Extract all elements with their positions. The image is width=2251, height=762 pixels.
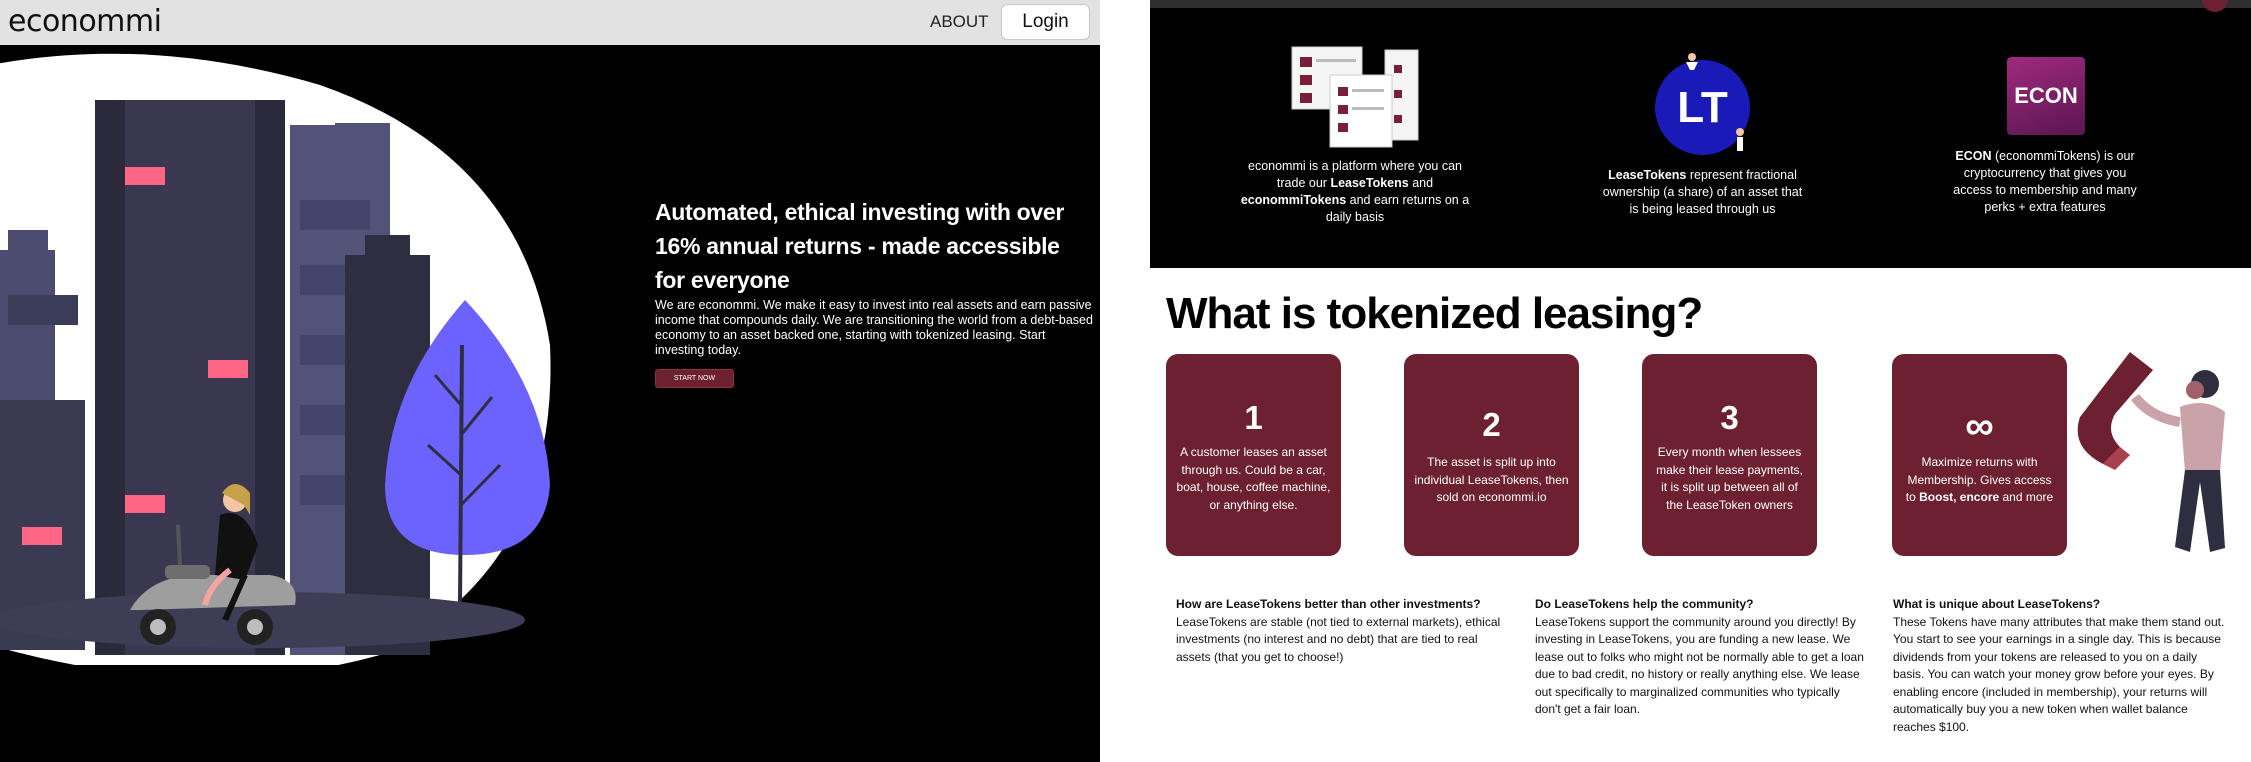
faq-better-investments [1176,596,1506,666]
step-card-3 [1642,354,1817,556]
feature-leasetokens-text: LeaseTokens represent fractional ownership (a share) of an asset that is being leased through us [1602,168,1803,216]
start-now-button[interactable]: START NOW [655,369,734,388]
step-card-infinity [1892,354,2067,556]
step-card-2 [1404,354,1579,556]
faq-unique [1893,596,2228,736]
navbar [0,0,1100,45]
city-scooter-illustration [0,45,560,665]
step-text: A customer leases an asset through us. Could be a car, boat, house, coffee machine, or anything else. [1176,445,1331,512]
person-with-magnet-illustration [2075,352,2245,572]
step-text: Maximize returns with Membership. Gives access to Boost, encore and more [1905,455,2054,504]
features-band [1150,0,2251,268]
hero-headline: Automated, ethical investing with over 16% annual returns - made accessible for everyone [655,199,1065,293]
step-text: The asset is split up into individual LeaseTokens, then sold on econommi.io [1414,455,1569,504]
faq-question: What is unique about LeaseTokens? [1893,597,2101,611]
feature-platform-text: econommi is a platform where you can trade our LeaseTokens and econommiTokens and earn returns on a daily basis [1240,159,1470,224]
step-number: 1 [1244,399,1263,436]
step-text: Every month when lessees make their lease payments, it is split up between all of the LeaseToken owners [1656,445,1803,512]
faq-answer: LeaseTokens support the community around you directly! By investing in LeaseTokens, you are funding a new lease. We lease out to folks who might not be normally able to get a loan due to bad credit, no history or really anything else. We lease out specifically to marginalized communities who typically don't get a fair loan. [1535,614,1864,716]
info-page [1150,0,2251,762]
corner-badge[interactable] [2202,0,2228,12]
step-number: 3 [1720,399,1739,436]
faq-answer: These Tokens have many attributes that make them stand out. You start to see your earnings in a single day. This is because dividends from your tokens are released to you on a daily basis. You can watch your money grow before your eyes. By enabling encore (included in membership), your returns will automatically buy you a new token when wallet balance reaches $100. [1893,614,2225,734]
feature-econ-text: ECON (econommiTokens) is our cryptocurrency that gives you access to membership and many perks + extra features [1953,149,2137,214]
step-card-1 [1166,354,1341,556]
faq-question: Do LeaseTokens help the community? [1535,597,1754,611]
landing-page [0,0,1100,762]
leasetoken-logo-icon: LT [1655,60,1750,155]
step-number: 2 [1482,406,1501,443]
hero-description: We are econommi. We make it easy to invest into real assets and earn passive income that compounds daily. We are transitioning the world from a debt-based economy to an asset backed one, starting with tokenized leasing. Start investing today. [655,298,1093,357]
people-figures-icon [1678,52,1758,157]
nav-about-link[interactable]: ABOUT [930,12,989,31]
login-button[interactable]: Login [1001,4,1090,40]
step-number: ∞ [1965,404,1994,448]
econ-token-icon: ECON [2007,57,2085,135]
section-title: What is tokenized leasing? [1166,289,1703,338]
faq-answer: LeaseTokens are stable (not tied to external markets), ethical investments (no interest and no debt) that are tied to real assets (that you get to choose!) [1176,614,1501,664]
site-logo[interactable]: econommi [8,4,162,39]
platform-screens-icon [1290,45,1420,150]
faq-community [1535,596,1865,719]
faq-question: How are LeaseTokens better than other investments? [1176,597,1481,611]
band-top-strip [1150,0,2251,8]
